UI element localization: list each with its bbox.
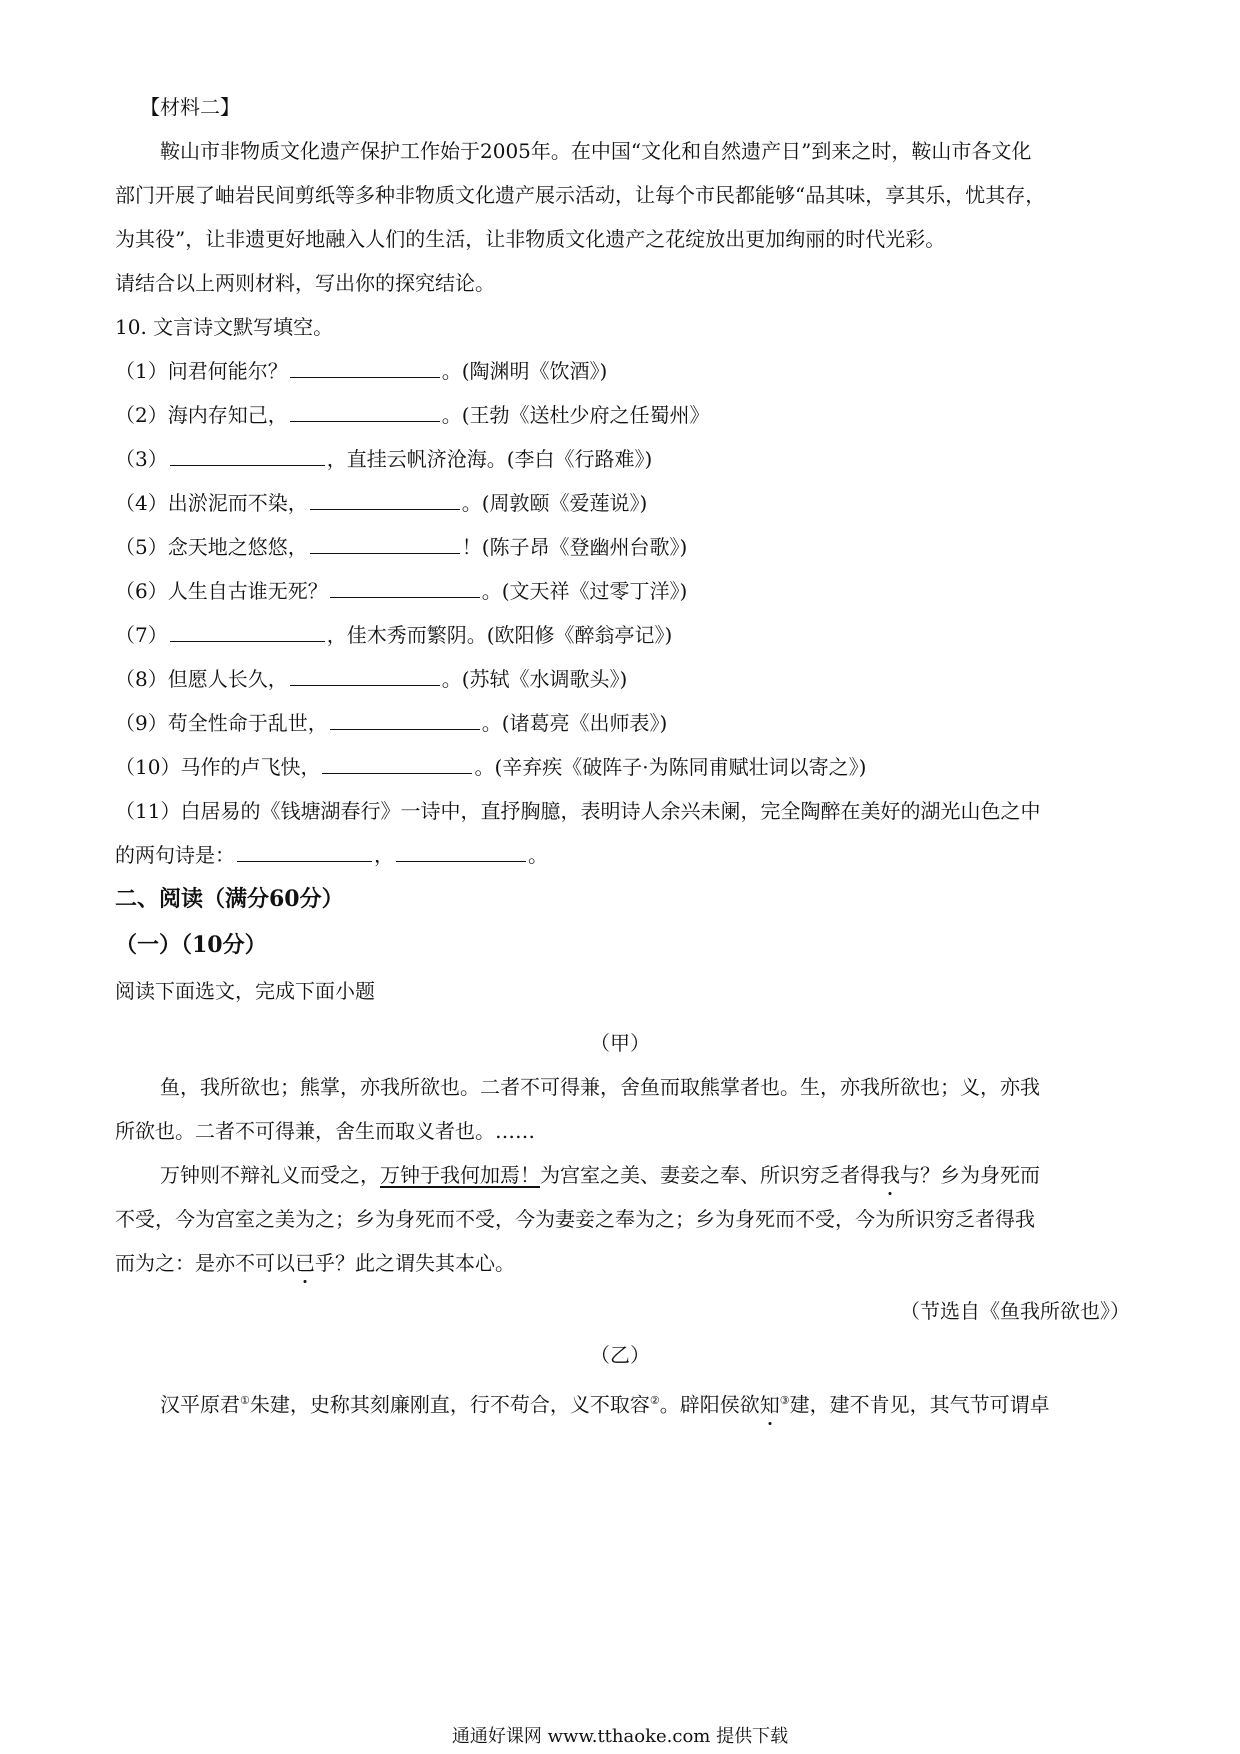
section-title: 二、阅读（满分60分） [115, 886, 344, 912]
passage-jia-line5 [115, 1248, 1130, 1278]
q10-item-9-prefix: （9）苟全性命于乱世， [115, 711, 328, 735]
reading-instruction: 阅读下面选文，完成下面小题 [115, 979, 375, 1003]
q10-item-3-prefix: （3） [115, 447, 168, 471]
q10-item-10 [115, 752, 1130, 782]
q10-item-2-suffix: 。(王勃《送杜少府之任蜀州》 [441, 403, 710, 427]
q10-item-6-suffix: 。(文天祥《过零丁洋》) [481, 579, 688, 603]
material2-question: 请结合以上两则材料，写出你的探究结论。 [115, 271, 495, 295]
text-span: 乎？此之谓失其本心。 [315, 1251, 515, 1275]
emphasis-dot-char: 知 [760, 1390, 780, 1420]
q10-item-9-suffix: 。(诸葛亮《出师表》) [481, 711, 668, 735]
q10-item-9 [115, 708, 1130, 738]
q10-item-8 [115, 664, 1130, 694]
q10-item-7-suffix: ，佳木秀而繁阴。(欧阳修《醉翁亭记》) [326, 623, 673, 647]
footnote-mark: ③ [779, 1394, 790, 1407]
passage-yi-line1 [160, 1386, 1130, 1420]
q10-item-6-prefix: （6）人生自古谁无死？ [115, 579, 328, 603]
q10-item-11-end: 。 [528, 843, 548, 867]
answer-blank[interactable] [237, 841, 372, 862]
passage-jia-source: （节选自《鱼我所欲也》） [900, 1299, 1130, 1323]
q10-item-11-line1: （11）白居易的《钱塘湖春行》一诗中，直抒胸臆，表明诗人余兴未阑，完全陶醉在美好的湖光山色之中 [115, 799, 1041, 823]
footnote-mark: ② [649, 1394, 660, 1407]
q10-item-11-separator: ， [374, 843, 394, 867]
answer-blank[interactable] [330, 709, 480, 730]
q10-item-8-prefix: （8）但愿人长久， [115, 667, 288, 691]
page-footer: 通通好课网 www.tthaoke.com 提供下载 [451, 1726, 789, 1747]
material2-para-line3: 为其役”，让非遗更好地融入人们的生活，让非物质文化遗产之花绽放出更加绚丽的时代光彩。 [115, 227, 946, 251]
text-span: 与？乡为身死而 [900, 1163, 1040, 1187]
q10-item-1-suffix: 。(陶渊明《饮酒》) [441, 359, 608, 383]
text-span: 。辟阳侯欲 [659, 1392, 760, 1417]
q10-item-2 [115, 400, 1130, 430]
q10-item-6 [115, 576, 1130, 606]
q10-item-11-prefix: 的两句诗是： [115, 843, 235, 867]
emphasis-dot-char: 已 [295, 1248, 315, 1278]
material2-para-line1: 鞍山市非物质文化遗产保护工作始于2005年。在中国“文化和自然遗产日”到来之时，鞍山市各文化 [160, 139, 1032, 163]
text-span: 万钟则不辩礼义而受之， [160, 1163, 380, 1187]
text-span: 汉平原君 [160, 1392, 240, 1417]
q10-item-4 [115, 488, 1130, 518]
answer-blank[interactable] [170, 621, 325, 642]
answer-blank[interactable] [170, 445, 325, 466]
passage-jia-line2: 所欲也。二者不可得兼，舍生而取义者也。…… [115, 1119, 535, 1143]
q10-item-3-suffix: ，直挂云帆济沧海。(李白《行路难》) [326, 447, 653, 471]
answer-blank[interactable] [310, 533, 460, 554]
q10-item-3 [115, 444, 1130, 474]
q10-item-10-suffix: 。(辛弃疾《破阵子·为陈同甫赋壮词以寄之》) [474, 755, 867, 779]
answer-blank[interactable] [330, 577, 480, 598]
passage-yi-label: （乙） [590, 1343, 650, 1367]
answer-blank[interactable] [290, 401, 440, 422]
q10-item-4-suffix: 。(周敦颐《爱莲说》) [461, 491, 648, 515]
passage-jia-line3 [160, 1160, 1130, 1190]
q10-item-11-line2 [115, 840, 1130, 870]
subsection-title: （一）（10分） [115, 932, 267, 958]
text-span: 而为之：是亦不可以 [115, 1251, 295, 1275]
q10-item-4-prefix: （4）出淤泥而不染， [115, 491, 308, 515]
q10-item-1 [115, 356, 1130, 386]
answer-blank[interactable] [290, 357, 440, 378]
answer-blank[interactable] [322, 753, 472, 774]
q10-item-1-prefix: （1）问君何能尔？ [115, 359, 288, 383]
material2-heading: 【材料二】 [140, 95, 240, 119]
q10-item-5-prefix: （5）念天地之悠悠， [115, 535, 308, 559]
passage-jia-label: （甲） [590, 1031, 650, 1055]
footnote-mark: ① [240, 1394, 250, 1407]
answer-blank[interactable] [396, 841, 526, 862]
text-span: 建，建不肯见，其气节可谓卓 [789, 1392, 1050, 1417]
passage-jia-line1: 鱼，我所欲也；熊掌，亦我所欲也。二者不可得兼，舍鱼而取熊掌者也。生，亦我所欲也；义，亦我 [160, 1075, 1040, 1099]
q10-item-7-prefix: （7） [115, 623, 168, 647]
q10-title: 10. 文言诗文默写填空。 [115, 315, 334, 339]
q10-item-8-suffix: 。(苏轼《水调歌头》) [441, 667, 628, 691]
emphasis-dot-char: 我 [880, 1160, 900, 1190]
answer-blank[interactable] [310, 489, 460, 510]
q10-item-10-prefix: （10）马作的卢飞快， [115, 755, 321, 779]
answer-blank[interactable] [290, 665, 440, 686]
underlined-sentence: 万钟于我何加焉！ [380, 1163, 540, 1187]
q10-item-5-suffix: ！(陈子昂《登幽州台歌》) [461, 535, 688, 559]
text-span: 为宫室之美、妻妾之奉、所识穷乏者得 [540, 1163, 880, 1187]
passage-jia-line4: 不受，今为宫室之美为之；乡为身死而不受，今为妻妾之奉为之；乡为身死而不受，今为所识穷乏者得我 [115, 1207, 1035, 1231]
q10-item-5 [115, 532, 1130, 562]
q10-item-2-prefix: （2）海内存知己， [115, 403, 288, 427]
text-span: 朱建，史称其刻廉刚直，行不苟合，义不取容 [249, 1392, 650, 1417]
q10-item-7 [115, 620, 1130, 650]
material2-para-line2: 部门开展了岫岩民间剪纸等多种非物质文化遗产展示活动，让每个市民都能够“品其味，享其乐，忧其存， [115, 183, 1046, 207]
